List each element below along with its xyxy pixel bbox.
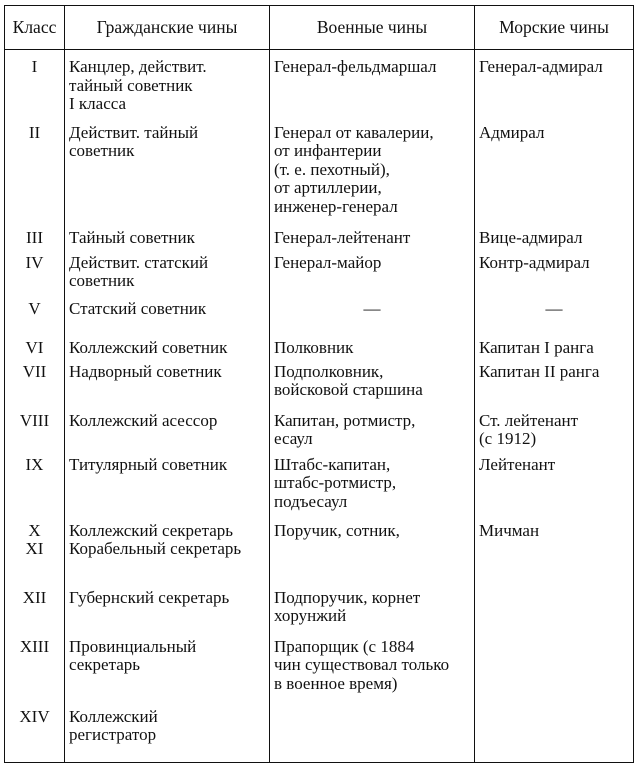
military-cell: Подпоручик, корнет хорунжий (270, 588, 475, 636)
naval-cell: Контр-адмирал (475, 250, 634, 294)
naval-cell: Лейтенант (475, 452, 634, 520)
naval-cell: Вице-адмирал (475, 224, 634, 250)
class-cell: XIII (5, 636, 65, 704)
military-cell: Полковник (270, 334, 475, 360)
military-cell: Подполковник, войсковой старшина (270, 360, 475, 406)
civil-cell: Коллежский асессор (65, 406, 270, 452)
civil-cell: Статский советник (65, 294, 270, 334)
table-row (5, 588, 634, 636)
civil-cell: Коллежский секретарь Корабельный секретарь (65, 520, 270, 588)
naval-cell: Капитан I ранга (475, 334, 634, 360)
table-row (5, 704, 634, 763)
header-row (5, 6, 634, 50)
naval-cell (475, 704, 634, 763)
ranks-table (4, 5, 634, 763)
class-cell: VII (5, 360, 65, 406)
naval-cell (475, 588, 634, 636)
military-cell: Штабс-капитан, штабс-ротмистр, подъесаул (270, 452, 475, 520)
military-cell (270, 704, 475, 763)
naval-cell: Мичман (475, 520, 634, 588)
civil-cell: Действит. статский советник (65, 250, 270, 294)
military-cell: Прапорщик (с 1884 чин существовал только в военное время) (270, 636, 475, 704)
naval-cell: Капитан II ранга (475, 360, 634, 406)
civil-cell: Тайный советник (65, 224, 270, 250)
class-cell: II (5, 116, 65, 224)
civil-cell: Коллежский советник (65, 334, 270, 360)
class-cell: V (5, 294, 65, 334)
naval-cell: Генерал-адмирал (475, 50, 634, 116)
table-row (5, 116, 634, 224)
military-cell: — (270, 294, 475, 334)
military-cell: Поручик, сотник, (270, 520, 475, 588)
naval-cell: — (475, 294, 634, 334)
civil-cell: Коллежский регистратор (65, 704, 270, 763)
class-cell: VI (5, 334, 65, 360)
naval-cell: Ст. лейтенант (с 1912) (475, 406, 634, 452)
class-cell: VIII (5, 406, 65, 452)
class-cell: I (5, 50, 65, 116)
military-cell: Генерал от кавалерии, от инфантерии (т. е. пехотный), от артиллерии, инженер-генерал (270, 116, 475, 224)
table-row (5, 250, 634, 294)
civil-cell: Титулярный советник (65, 452, 270, 520)
table-row (5, 636, 634, 704)
class-cell: XII (5, 588, 65, 636)
civil-cell: Действит. тайный советник (65, 116, 270, 224)
table-row (5, 50, 634, 116)
class-cell: IV (5, 250, 65, 294)
header-class: Класс (5, 6, 65, 50)
class-cell: XIV (5, 704, 65, 763)
military-cell: Капитан, ротмистр, есаул (270, 406, 475, 452)
header-naval: Морские чины (475, 6, 634, 50)
table-row (5, 452, 634, 520)
civil-cell: Провинциальный секретарь (65, 636, 270, 704)
header-civil: Гражданские чины (65, 6, 270, 50)
class-cell: III (5, 224, 65, 250)
class-cell: X XI (5, 520, 65, 588)
table-row (5, 334, 634, 360)
table-row (5, 294, 634, 334)
military-cell: Генерал-фельдмаршал (270, 50, 475, 116)
naval-cell (475, 636, 634, 704)
table-row (5, 360, 634, 406)
table-row (5, 224, 634, 250)
military-cell: Генерал-майор (270, 250, 475, 294)
civil-cell: Канцлер, действит. тайный советник I класса (65, 50, 270, 116)
civil-cell: Надворный советник (65, 360, 270, 406)
naval-cell: Адмирал (475, 116, 634, 224)
header-military: Военные чины (270, 6, 475, 50)
military-cell: Генерал-лейтенант (270, 224, 475, 250)
table-row (5, 406, 634, 452)
class-cell: IX (5, 452, 65, 520)
civil-cell: Губернский секретарь (65, 588, 270, 636)
table-row (5, 520, 634, 588)
